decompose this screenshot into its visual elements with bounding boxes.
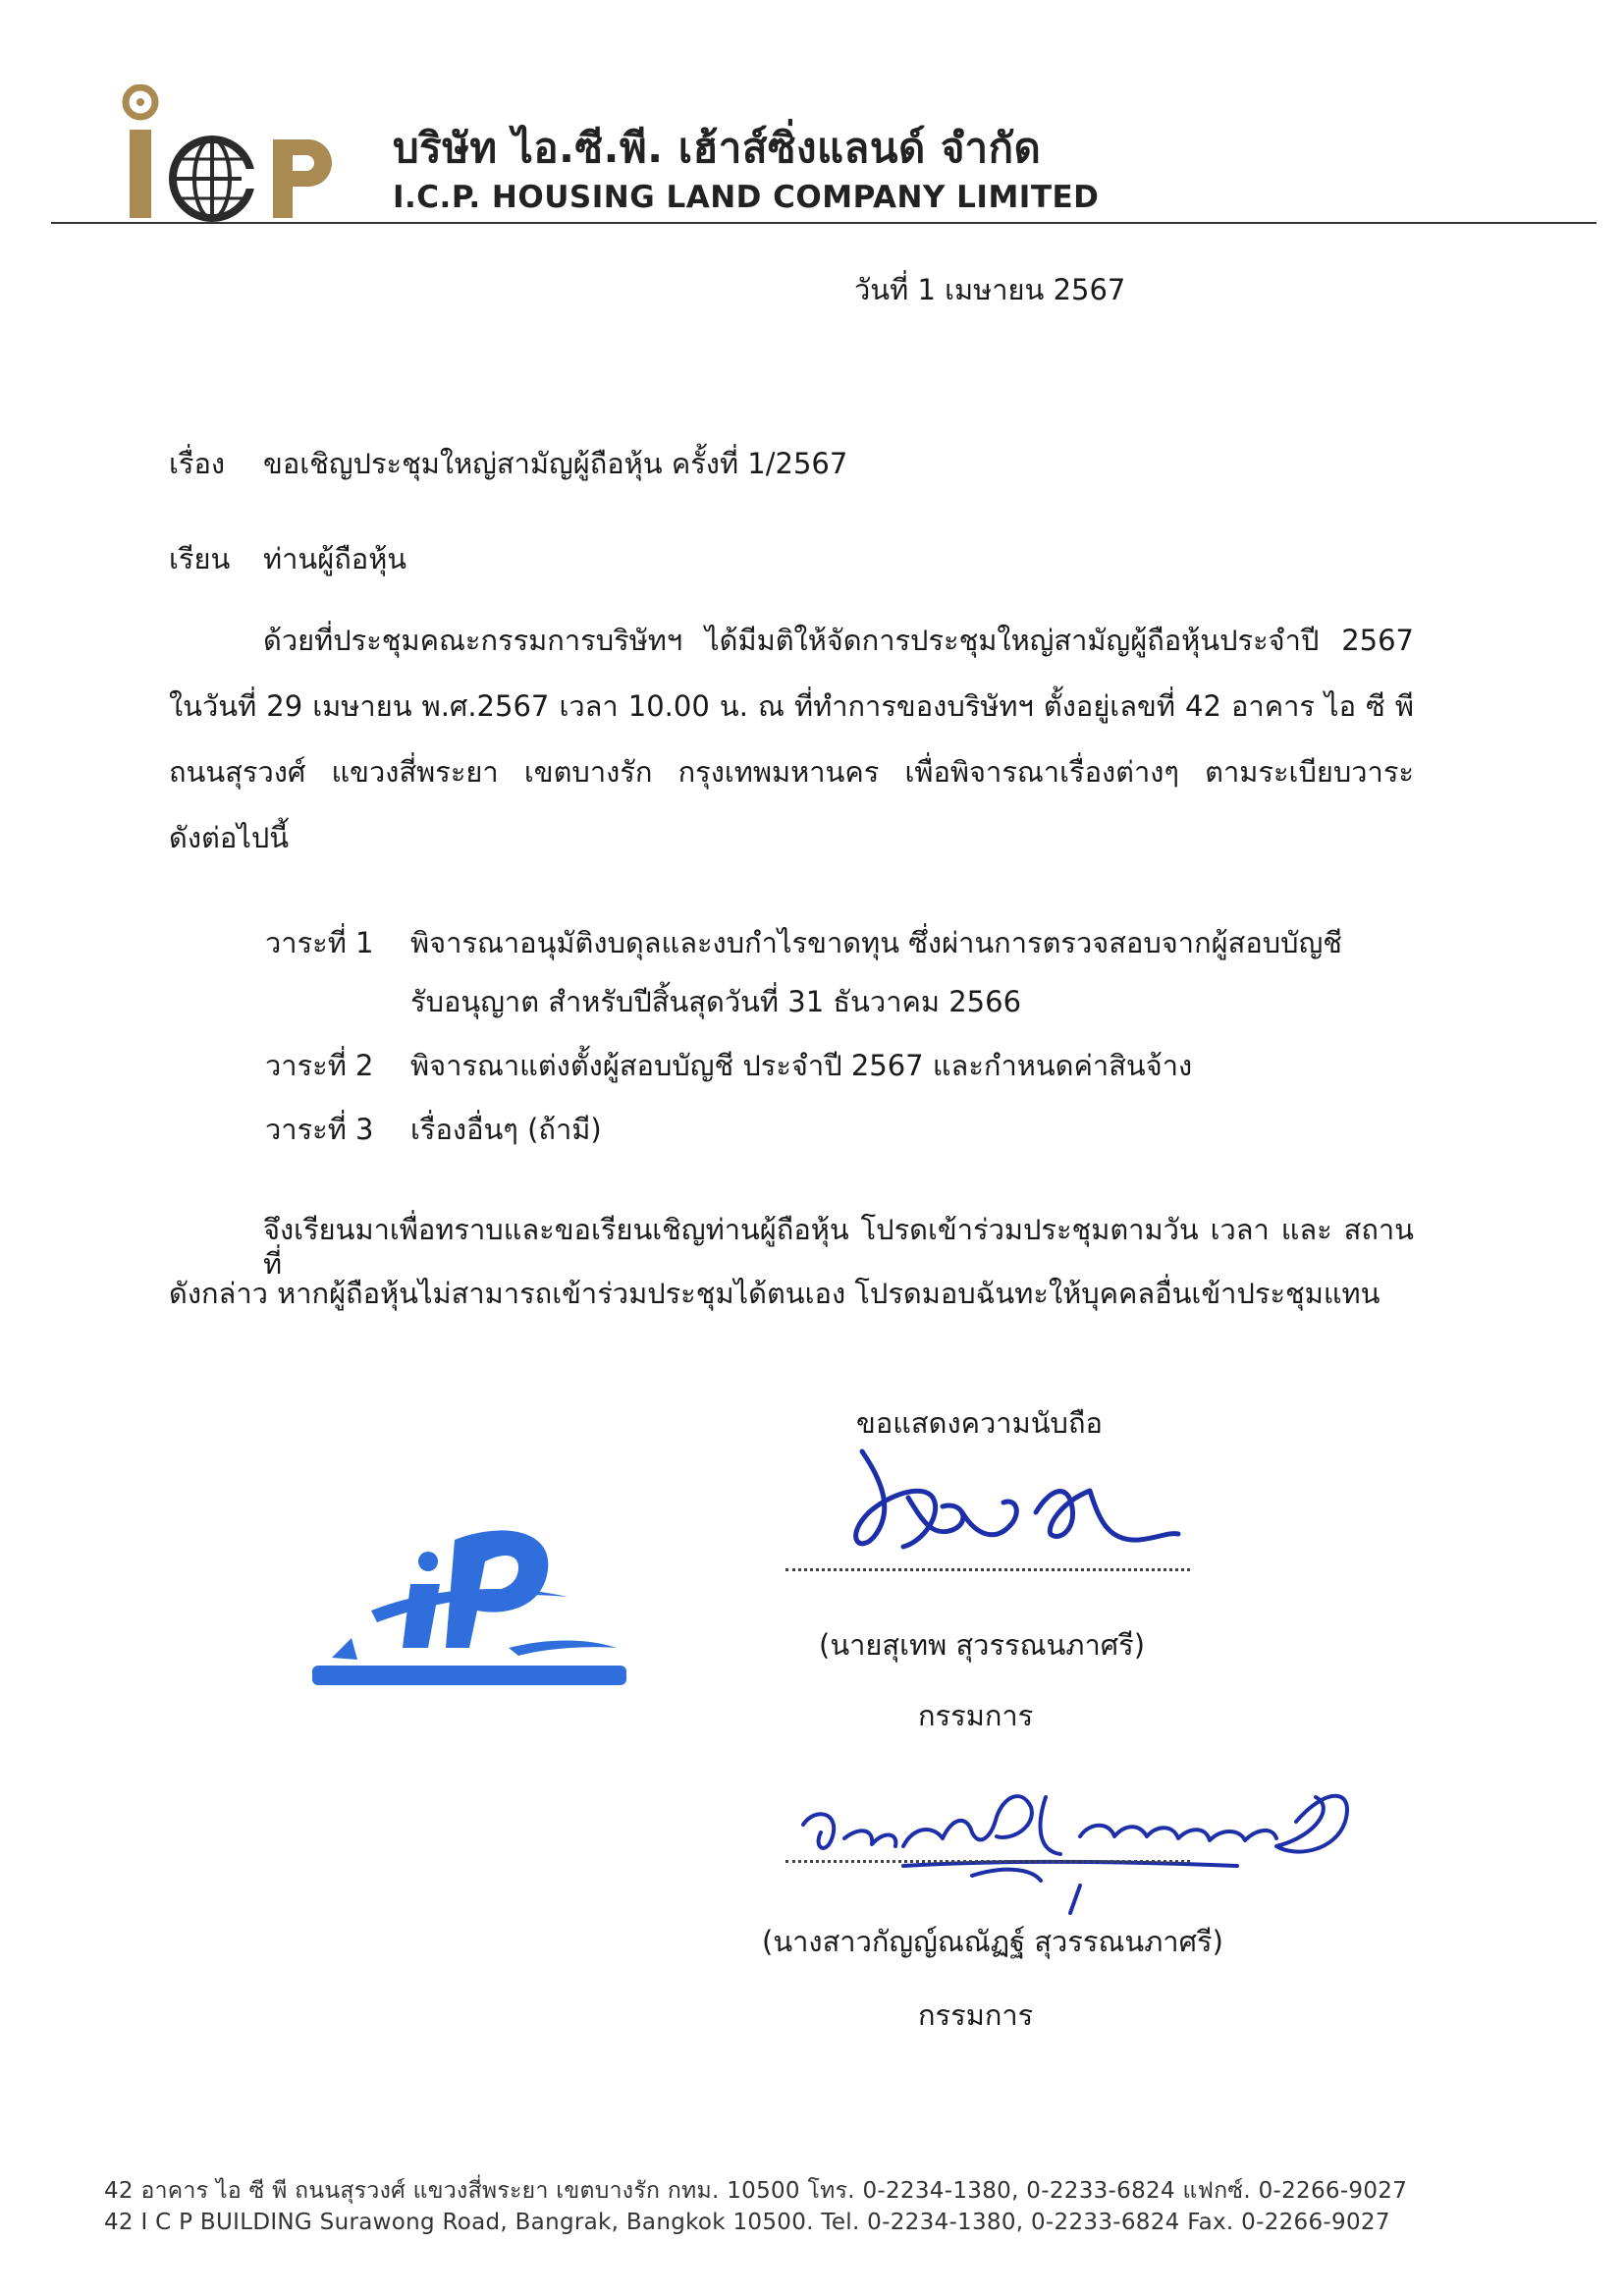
intro-line-3: ถนนสุรวงศ์ แขวงสี่พระยา เขตบางรัก กรุงเทพมหานคร เพื่อพิจารณาเรื่องต่างๆ ตามระเบียบวาระ [169, 755, 1414, 789]
intro-line-4: ดังต่อไปนี้ [169, 821, 290, 854]
salutation-label: เรียน [169, 542, 231, 575]
agenda-3-label: วาระที่ 3 [265, 1113, 374, 1146]
signatory-1-name: (นายสุเทพ สุวรรณนภาศรี) [819, 1628, 1146, 1662]
letter-date: วันที่ 1 เมษายน 2567 [854, 273, 1126, 306]
company-name-thai: บริษัท ไอ.ซี.พี. เฮ้าส์ซิ่งแลนด์ จำกัด [393, 124, 1042, 172]
salutation-text: ท่านผู้ถือหุ้น [263, 542, 407, 575]
header-divider [51, 222, 1597, 224]
sign-off: ขอแสดงความนับถือ [856, 1406, 1103, 1440]
company-name-english: I.C.P. HOUSING LAND COMPANY LIMITED [393, 180, 1100, 215]
footer-address-thai: 42 อาคาร ไอ ซี พี ถนนสุรวงศ์ แขวงสี่พระยา เขตบางรัก กทม. 10500 โทร. 0-2234-1380, 0-2233-6824 แฟกซ์. 0-2266-9027 [104, 2178, 1408, 2204]
signature-2 [785, 1768, 1365, 1915]
signature-1-line [785, 1568, 1190, 1571]
agenda-1-line-2: รับอนุญาต สำหรับปีสิ้นสุดวันที่ 31 ธันวาคม 2566 [410, 985, 1022, 1018]
agenda-2-line-1: พิจารณาแต่งตั้งผู้สอบบัญชี ประจำปี 2567 และกำหนดค่าสินจ้าง [410, 1049, 1193, 1082]
signature-1 [815, 1444, 1198, 1571]
signatory-2-name: (นางสาวกัญญ์ณณัฏฐ์ สุวรรณนภาศรี) [762, 1925, 1223, 1958]
agenda-1-line-1: พิจารณาอนุมัติงบดุลและงบกำไรขาดทุน ซึ่งผ่านการตรวจสอบจากผู้สอบบัญชี [410, 926, 1342, 959]
signature-2-line [785, 1860, 1190, 1863]
intro-line-2: ในวันที่ 29 เมษายน พ.ศ.2567 เวลา 10.00 น. ณ ที่ทำการของบริษัทฯ ตั้งอยู่เลขที่ 42 อาคาร ไอ ซี พี [169, 689, 1414, 723]
signatory-1-title: กรรมการ [918, 1699, 1034, 1732]
subject-text: ขอเชิญประชุมใหญ่สามัญผู้ถือหุ้น ครั้งที่ 1/2567 [263, 447, 848, 480]
closing-line-1: จึงเรียนมาเพื่อทราบและขอเรียนเชิญท่านผู้ถือหุ้น โปรดเข้าร่วมประชุมตามวัน เวลา และ สถานที่ [263, 1213, 1414, 1281]
footer-address-english: 42 I C P BUILDING Surawong Road, Bangrak, Bangkok 10500. Tel. 0-2234-1380, 0-2233-6824 Fax. 0-2266-9027 [104, 2210, 1390, 2235]
company-stamp [312, 1501, 636, 1697]
agenda-1-label: วาระที่ 1 [265, 926, 374, 959]
agenda-2-label: วาระที่ 2 [265, 1049, 374, 1082]
agenda-3-line-1: เรื่องอื่นๆ (ถ้ามี) [410, 1113, 602, 1146]
signatory-2-title: กรรมการ [918, 1998, 1034, 2032]
subject-label: เรื่อง [169, 447, 226, 480]
closing-line-2: ดังกล่าว หากผู้ถือหุ้นไม่สามารถเข้าร่วมประชุมได้ตนเอง โปรดมอบฉันทะให้บุคคลอื่นเข้าประชุมแทน [169, 1277, 1380, 1310]
company-logo [116, 84, 342, 222]
intro-line-1: ด้วยที่ประชุมคณะกรรมการบริษัทฯ ได้มีมติให้จัดการประชุมใหญ่สามัญผู้ถือหุ้นประจำปี 2567 [263, 624, 1414, 657]
